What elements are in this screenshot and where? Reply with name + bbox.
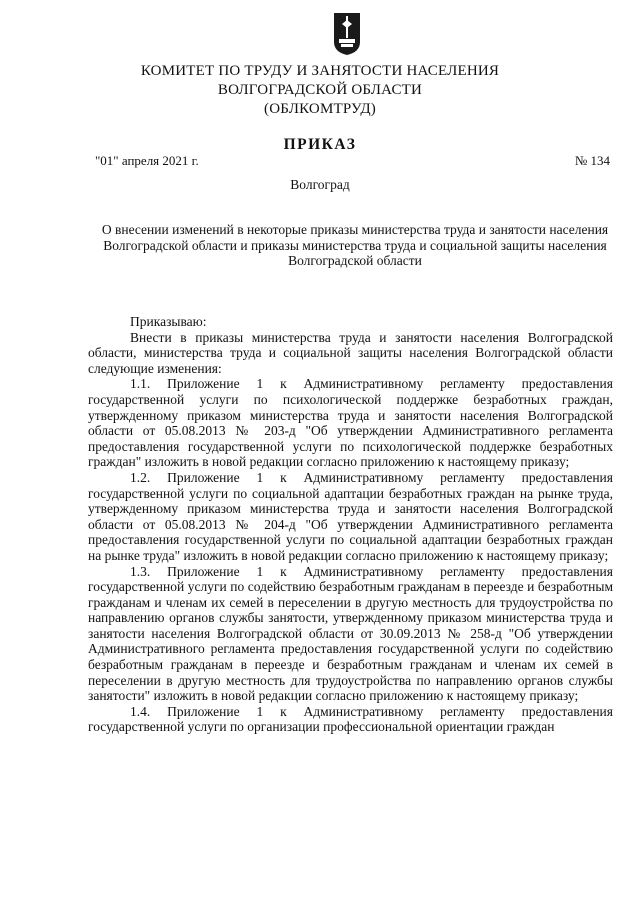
- header-line-3: (ОБЛКОМТРУД): [264, 101, 376, 117]
- header-line-1: КОМИТЕТ ПО ТРУДУ И ЗАНЯТОСТИ НАСЕЛЕНИЯ: [140, 63, 500, 79]
- order-title: ПРИКАЗ: [283, 136, 357, 153]
- paragraph-1-1: 1.1. Приложение 1 к Административному регламенту предоставления государственной услуги по психологической поддержке безработных граждан, утвержденному приказом министерства труда и занятости населения Волгоградской области от 05.08.2013 № 203-д "Об утверждении Административного регламента предоставления государственной услуги по психологической поддержке безработных граждан" изложить в новой редакции согласно приложению к настоящему приказу;: [88, 376, 613, 470]
- header-line-2: ВОЛГОГРАДСКОЙ ОБЛАСТИ: [217, 82, 423, 98]
- paragraph-1-4: 1.4. Приложение 1 к Административному регламенту предоставления государственной услуги по организации профессиональной ориентации граждан: [88, 703, 613, 735]
- document-header: [0, 62, 640, 119]
- order-date: "01" апреля 2021 г.: [95, 153, 199, 168]
- coat-of-arms-emblem: [333, 12, 361, 56]
- paragraph-intro: Внести в приказы министерства труда и занятости населения Волгоградской области, министерства труда и социальной защиты населения Волгоградской области следующие изменения:: [88, 329, 613, 376]
- order-number: № 134: [574, 153, 610, 168]
- order-city: Волгоград: [290, 177, 350, 192]
- paragraph-1-2: 1.2. Приложение 1 к Административному регламенту предоставления государственной услуги по социальной адаптации безработных граждан на рынке труда, утвержденному приказом министерства труда и занятости населения Волгоградской области от 05.08.2013 № 204-д "Об утверждении Административного регламента предоставления государственной услуги по социальной адаптации безработных граждан на рынке труда" изложить в новой редакции согласно приложению к настоящему приказу;: [88, 469, 613, 563]
- order-subject: О внесении изменений в некоторые приказы министерства труда и занятости населения Волгоградской области и приказы министерства труда и социальной защиты населения Волгоградской области: [101, 222, 609, 268]
- order-directive: Приказываю:: [130, 314, 207, 329]
- paragraph-1-3: 1.3. Приложение 1 к Административному регламенту предоставления государственной услуги по содействию безработным гражданам в переезде и безработным гражданам и членам их семей в переселении в другую местность для трудоустройства по направлению органов службы занятости, утвержденному приказом министерства труда и занятости населения Волгоградской области от 30.09.2013 № 258-д "Об утверждении Административного регламента предоставления государственной услуги по содействию безработным гражданам в переезде и безработным гражданам и членам их семей в переселении в другую местность для трудоустройства по направлению органов службы занятости" изложить в новой редакции согласно приложению к настоящему приказу;: [88, 563, 613, 704]
- order-body: [88, 314, 613, 735]
